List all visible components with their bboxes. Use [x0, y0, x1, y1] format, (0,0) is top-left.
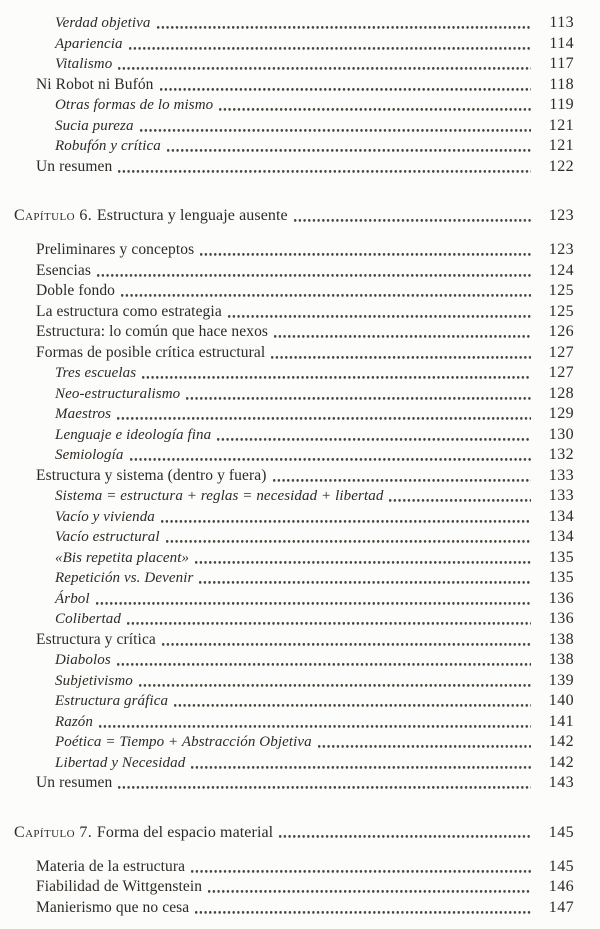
toc-entry-page-number: 123 — [548, 241, 574, 258]
toc-entry-page-number: 132 — [548, 446, 574, 463]
dot-leader — [118, 773, 531, 794]
toc-entry-page-number: 126 — [548, 323, 574, 340]
toc-entry-label: Manierismo que no cesa — [36, 898, 190, 916]
toc-entry-label: Poética = Tiempo + Abstracción Objetiva — [55, 734, 312, 750]
dot-leader — [174, 691, 531, 712]
toc-entry-page-number: 127 — [548, 343, 574, 361]
dot-leader — [142, 363, 531, 384]
dot-leader — [228, 302, 531, 323]
toc-entry-label: Preliminares y conceptos — [36, 241, 195, 258]
toc-entry-page-number: 121 — [548, 137, 574, 154]
dot-leader — [318, 732, 531, 753]
toc-entry-page-number: 147 — [548, 898, 574, 916]
toc-entry — [14, 691, 574, 712]
toc-entry-page-number: 138 — [548, 630, 574, 648]
toc-entry-page-number: 127 — [548, 364, 574, 381]
dot-leader — [117, 404, 531, 425]
dot-leader — [162, 630, 531, 651]
toc-entry-page-number: 138 — [548, 651, 574, 668]
toc-entry — [14, 384, 574, 405]
toc-entry-page-number: 118 — [549, 75, 574, 93]
dot-leader — [191, 857, 531, 878]
toc-entry-page-number: 117 — [549, 55, 574, 72]
toc-entry-label: Estructura y crítica — [36, 630, 156, 648]
toc-entry-label: Libertad y Necesidad — [55, 754, 186, 771]
toc-entry-page-number: 125 — [548, 302, 574, 320]
toc-entry-label: Sucia pureza — [55, 117, 134, 134]
toc-entry-label: Vitalismo — [55, 56, 113, 72]
toc-entry-page-number: 139 — [548, 671, 574, 689]
toc-entry — [14, 548, 574, 569]
toc-entry-page-number: 142 — [548, 733, 574, 750]
toc-entry — [14, 157, 574, 178]
dot-leader — [271, 343, 531, 364]
toc-entry-page-number: 146 — [548, 878, 574, 895]
toc-entry — [14, 75, 574, 96]
toc-entry — [14, 507, 574, 528]
dot-leader — [97, 261, 531, 282]
toc-entry — [14, 95, 574, 116]
toc-entry — [14, 650, 574, 671]
toc-entry-label: Un resumen — [36, 774, 113, 791]
toc-entry-label: Lenguaje e ideología fina — [55, 426, 212, 443]
toc-entry — [14, 732, 574, 753]
toc-entry — [14, 712, 574, 733]
dot-leader — [139, 671, 531, 692]
dot-leader — [273, 466, 531, 487]
toc-entry-page-number: 145 — [548, 857, 574, 875]
toc-entry-label: Vacío y vivienda — [55, 508, 155, 525]
toc-entry — [14, 877, 574, 898]
toc-section — [14, 822, 574, 919]
dot-leader — [186, 384, 531, 405]
toc-entry — [14, 753, 574, 774]
toc-entry — [14, 363, 574, 384]
toc-entry-page-number: 114 — [549, 34, 574, 52]
toc-entry-label: Tres escuelas — [55, 365, 137, 381]
chapter-heading-number: Capítulo 7. — [14, 823, 93, 841]
toc-entry-label: Un resumen — [36, 157, 113, 175]
toc-entry — [14, 568, 574, 589]
toc-entry-label: Neo-estructuralismo — [55, 385, 181, 402]
toc-entry-label: Sistema = estructura + reglas = necesidad + libertad — [55, 488, 384, 504]
dot-leader — [118, 157, 531, 178]
dot-leader — [99, 712, 531, 733]
table-of-contents — [14, 13, 574, 918]
dot-leader — [161, 507, 531, 528]
toc-entry — [14, 671, 574, 692]
toc-entry-label: Robufón y crítica — [55, 138, 161, 154]
toc-entry — [14, 302, 574, 323]
dot-leader — [129, 34, 531, 55]
toc-chapter-heading — [14, 822, 574, 843]
dot-leader — [219, 95, 531, 116]
toc-entry-page-number: 121 — [548, 116, 574, 134]
toc-entry-page-number: 136 — [548, 589, 574, 607]
chapter-heading-title: Forma del espacio material — [96, 823, 274, 841]
toc-entry — [14, 116, 574, 137]
toc-entry — [14, 857, 574, 878]
toc-entry-label: Ni Robot ni Bufón — [36, 75, 154, 93]
toc-entry-page-number: 134 — [548, 528, 574, 545]
toc-entry-label: Verdad objetiva — [55, 15, 151, 31]
dot-leader — [157, 13, 531, 34]
dot-leader — [140, 116, 531, 137]
toc-entry-page-number: 140 — [548, 692, 574, 709]
toc-entry — [14, 486, 574, 507]
toc-entry — [14, 773, 574, 794]
toc-entry-page-number: 113 — [549, 14, 574, 31]
dot-leader — [121, 281, 531, 302]
toc-entry — [14, 240, 574, 261]
toc-entry — [14, 589, 574, 610]
toc-entry-page-number: 142 — [548, 753, 574, 771]
toc-entry-page-number: 129 — [548, 405, 574, 422]
toc-entry — [14, 343, 574, 364]
toc-entry — [14, 13, 574, 34]
dot-leader — [199, 568, 531, 589]
dot-leader — [118, 54, 531, 75]
toc-entry-label: Materia de la estructura — [36, 857, 186, 875]
toc-entry-label: Formas de posible crítica estructural — [36, 343, 266, 361]
toc-entry-label: Estructura y sistema (dentro y fuera) — [36, 466, 267, 484]
dot-leader — [200, 240, 531, 261]
toc-entry — [14, 54, 574, 75]
toc-entry-label: Doble fondo — [36, 282, 116, 299]
dot-leader — [117, 650, 531, 671]
toc-entry-page-number: 130 — [548, 425, 574, 443]
toc-entry — [14, 466, 574, 487]
dot-leader — [389, 486, 531, 507]
toc-entry — [14, 322, 574, 343]
toc-entry-page-number: 135 — [548, 548, 574, 566]
toc-entry-label: Estructura gráfica — [55, 693, 169, 709]
dot-leader — [166, 527, 531, 548]
chapter-heading-title: Estructura y lenguaje ausente — [96, 207, 288, 224]
dot-leader — [294, 205, 531, 226]
toc-entry-label: Razón — [55, 713, 93, 730]
toc-entry-label: Semiología — [55, 447, 124, 463]
chapter-heading-label — [14, 205, 288, 226]
toc-entry-label: La estructura como estrategia — [36, 302, 222, 320]
toc-entry-page-number: 124 — [548, 261, 574, 279]
toc-entry — [14, 609, 574, 630]
toc-entry-label: Apariencia — [55, 35, 123, 52]
toc-entry-page-number: 135 — [548, 569, 574, 586]
chapter-heading-page-number: 145 — [548, 823, 574, 841]
toc-entry-label: Colibertad — [55, 611, 122, 627]
dot-leader — [208, 877, 531, 898]
toc-entry — [14, 404, 574, 425]
toc-entry — [14, 630, 574, 651]
chapter-heading-page-number: 123 — [548, 207, 574, 224]
dot-leader — [195, 548, 531, 569]
dot-leader — [96, 589, 531, 610]
toc-entry-page-number: 125 — [548, 282, 574, 299]
dot-leader — [274, 322, 531, 343]
toc-entry-page-number: 122 — [548, 157, 574, 175]
toc-entry — [14, 425, 574, 446]
toc-section — [14, 13, 574, 177]
toc-entry-page-number: 136 — [548, 610, 574, 627]
toc-entry-label: Árbol — [55, 590, 90, 607]
toc-entry-label: Maestros — [55, 406, 112, 422]
dot-leader — [160, 75, 531, 96]
toc-entry-page-number: 143 — [548, 774, 574, 791]
toc-entry-label: Subjetivismo — [55, 672, 133, 689]
toc-entry-label: Estructura: lo común que hace nexos — [36, 323, 269, 340]
chapter-heading-label — [14, 822, 273, 843]
toc-chapter-heading — [14, 205, 574, 226]
toc-entry-page-number: 141 — [548, 712, 574, 730]
toc-entry — [14, 281, 574, 302]
dot-leader — [191, 753, 531, 774]
dot-leader — [217, 425, 531, 446]
dot-leader — [195, 898, 531, 919]
toc-entry — [14, 34, 574, 55]
toc-entry-label: Repetición vs. Devenir — [55, 570, 194, 586]
toc-entry — [14, 898, 574, 919]
dot-leader — [127, 609, 531, 630]
toc-entry-page-number: 119 — [549, 96, 574, 113]
dot-leader — [130, 445, 532, 466]
dot-leader — [167, 136, 531, 157]
toc-entry-label: «Bis repetita placent» — [55, 549, 190, 566]
toc-entry — [14, 527, 574, 548]
toc-entry-page-number: 134 — [548, 507, 574, 525]
toc-entry-label: Fiabilidad de Wittgenstein — [36, 878, 203, 895]
toc-entry-page-number: 133 — [548, 487, 574, 504]
toc-entry — [14, 445, 574, 466]
toc-entry — [14, 261, 574, 282]
toc-entry-page-number: 128 — [548, 384, 574, 402]
chapter-heading-number: Capítulo 6. — [14, 207, 93, 224]
toc-entry — [14, 136, 574, 157]
dot-leader — [279, 822, 531, 843]
toc-entry-label: Esencias — [36, 261, 92, 279]
toc-entry-label: Otras formas de lo mismo — [55, 97, 214, 113]
toc-entry-page-number: 133 — [548, 466, 574, 484]
toc-entry-label: Diabolos — [55, 652, 111, 668]
toc-entry-label: Vacío estructural — [55, 529, 160, 545]
toc-section — [14, 205, 574, 794]
